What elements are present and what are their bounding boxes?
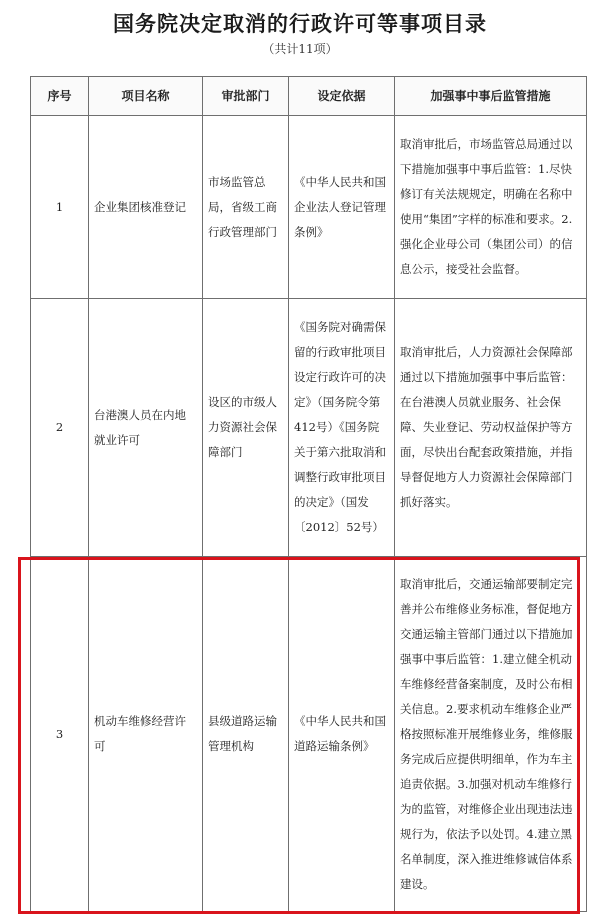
- document-title: 国务院决定取消的行政许可等事项目录: [113, 11, 487, 36]
- table-row: [31, 299, 587, 557]
- row-name: 台港澳人员在内地就业许可: [89, 299, 203, 557]
- header-dept: 审批部门: [203, 77, 289, 116]
- row-dept: 市场监管总局，省级工商行政管理部门: [203, 116, 289, 299]
- row-seq: 1: [31, 116, 89, 299]
- row-dept: 县级道路运输管理机构: [203, 557, 289, 912]
- document-subtitle: （共计11项）: [262, 42, 338, 56]
- header-measures: 加强事中事后监管措施: [395, 77, 587, 116]
- items-table: [30, 76, 587, 912]
- row-dept: 设区的市级人力资源社会保障部门: [203, 299, 289, 557]
- row-measures: 取消审批后，市场监管总局通过以下措施加强事中事后监管：1.尽快修订有关法规规定，明确在名称中使用“集团”字样的标准和要求。2.强化企业母公司（集团公司）的信息公示，接受社会监督。: [395, 116, 587, 299]
- table-row: [31, 557, 587, 912]
- row-name: 机动车维修经营许可: [89, 557, 203, 912]
- row-seq: 2: [31, 299, 89, 557]
- row-name: 企业集团核准登记: [89, 116, 203, 299]
- header-seq: 序号: [31, 77, 89, 116]
- row-basis: 《中华人民共和国道路运输条例》: [289, 557, 395, 912]
- row-measures: 取消审批后，人力资源社会保障部通过以下措施加强事中事后监管：在台港澳人员就业服务、社会保障、失业登记、劳动权益保护等方面，尽快出台配套政策措施，并指导督促地方人力资源社会保障部门抓好落实。: [395, 299, 587, 557]
- row-basis: 《国务院对确需保留的行政审批项目设定行政许可的决定》（国务院令第412号）《国务院关于第六批取消和调整行政审批项目的决定》（国发〔2012〕52号）: [289, 299, 395, 557]
- table-header-row: [31, 77, 587, 116]
- header-name: 项目名称: [89, 77, 203, 116]
- table-row: [31, 116, 587, 299]
- header-basis: 设定依据: [289, 77, 395, 116]
- row-seq: 3: [31, 557, 89, 912]
- row-measures: 取消审批后，交通运输部要制定完善并公布维修业务标准，督促地方交通运输主管部门通过以下措施加强事中事后监管：1.建立健全机动车维修经营备案制度，及时公布相关信息。2.要求机动车维修企业严格按照标准开展维修业务，维修服务完成后应提供明细单，作为车主追责依据。3.加强对机动车维修行为的监管，对维修企业出现违法违规行为，依法予以处罚。4.建立黑名单制度，深入推进维修诚信体系建设。: [395, 557, 587, 912]
- row-basis: 《中华人民共和国企业法人登记管理条例》: [289, 116, 395, 299]
